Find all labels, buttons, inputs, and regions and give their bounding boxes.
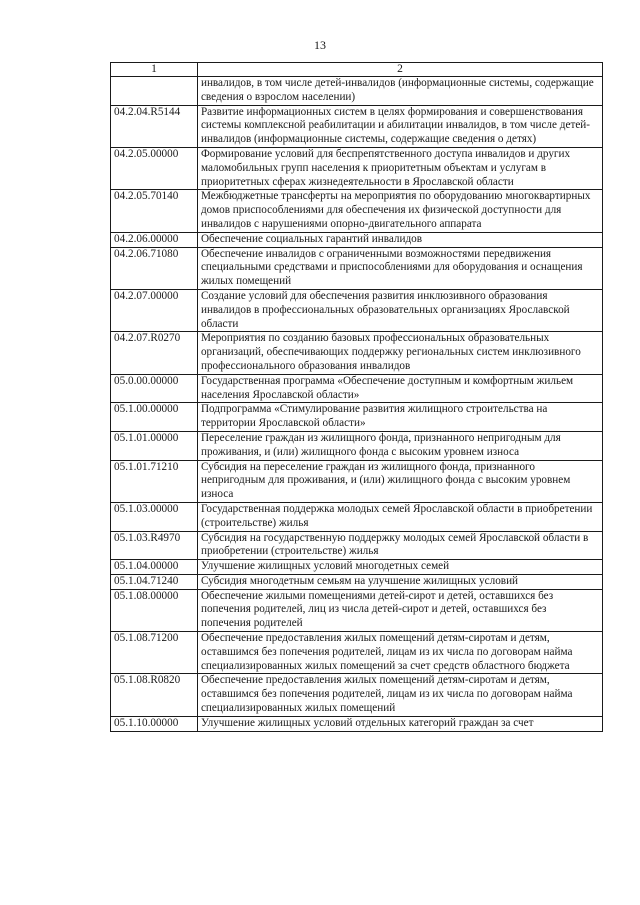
row-code-cell: 05.0.00.00000 xyxy=(111,374,198,403)
table-row xyxy=(111,77,603,106)
row-code-cell: 05.1.03.R4970 xyxy=(111,531,198,560)
row-code-cell: 05.1.08.R0820 xyxy=(111,674,198,716)
table-row xyxy=(111,431,603,460)
table-row xyxy=(111,247,603,289)
row-description-cell: Обеспечение предоставления жилых помещений детям-сиротам и детям, оставшимся без попечения родителей, лицам из их числа по договорам найма специализированных жилых помещений за счет средств областного бюджета xyxy=(197,632,602,674)
table-row xyxy=(111,232,603,247)
row-description-cell: Подпрограмма «Стимулирование развития жилищного строительства на территории Ярославской области» xyxy=(197,403,602,432)
table-row xyxy=(111,403,603,432)
row-description-cell: Субсидия на государственную поддержку молодых семей Ярославской области в приобретении (строительстве) жилья xyxy=(197,531,602,560)
row-description-cell: Обеспечение инвалидов с ограниченными возможностями передвижения специальными средствами и приспособлениями для оборудования и оснащения жилых помещений xyxy=(197,247,602,289)
table-row xyxy=(111,574,603,589)
row-description-cell: Мероприятия по созданию базовых профессиональных образовательных организаций, обеспечивающих поддержку региональных систем инклюзивного профессионального образования инвалидов xyxy=(197,332,602,374)
row-code-cell: 04.2.05.70140 xyxy=(111,190,198,232)
table-row xyxy=(111,289,603,331)
row-code-cell: 05.1.04.00000 xyxy=(111,560,198,575)
row-description-cell: Переселение граждан из жилищного фонда, признанного непригодным для проживания, и (или) жилищного фонда с высоким уровнем износа xyxy=(197,431,602,460)
table-row xyxy=(111,147,603,189)
row-code-cell xyxy=(111,77,198,106)
row-description-cell: Улучшение жилищных условий отдельных категорий граждан за счет xyxy=(197,716,602,731)
budget-classification-table xyxy=(110,62,603,732)
row-code-cell: 05.1.01.00000 xyxy=(111,431,198,460)
table-row xyxy=(111,674,603,716)
column-header-name: 2 xyxy=(197,63,602,77)
table-row xyxy=(111,105,603,147)
table-header-row xyxy=(111,63,603,77)
row-description-cell: Обеспечение предоставления жилых помещений детям-сиротам и детям, оставшимся без попечения родителей, лицам из их числа по договорам найма специализированных жилых помещений xyxy=(197,674,602,716)
row-description-cell: Субсидия на переселение граждан из жилищного фонда, признанного непригодным для проживания, и (или) жилищного фонда с высоким уровнем износа xyxy=(197,460,602,502)
table-row xyxy=(111,531,603,560)
page-number: 13 xyxy=(314,38,326,52)
row-description-cell: Государственная программа «Обеспечение доступным и комфортным жильем населения Ярославской области» xyxy=(197,374,602,403)
table-row xyxy=(111,589,603,631)
row-code-cell: 04.2.06.00000 xyxy=(111,232,198,247)
table-row xyxy=(111,716,603,731)
row-code-cell: 05.1.03.00000 xyxy=(111,502,198,531)
row-code-cell: 05.1.08.00000 xyxy=(111,589,198,631)
table-row xyxy=(111,632,603,674)
row-code-cell: 05.1.01.71210 xyxy=(111,460,198,502)
row-description-cell: Обеспечение социальных гарантий инвалидов xyxy=(197,232,602,247)
row-description-cell: Создание условий для обеспечения развития инклюзивного образования инвалидов в профессиональных образовательных организациях Ярославской области xyxy=(197,289,602,331)
row-description-cell: инвалидов, в том числе детей-инвалидов (информационные системы, содержащие сведения о взрослом населении) xyxy=(197,77,602,106)
table-row xyxy=(111,332,603,374)
table-row xyxy=(111,190,603,232)
table-row xyxy=(111,374,603,403)
row-description-cell: Улучшение жилищных условий многодетных семей xyxy=(197,560,602,575)
row-code-cell: 05.1.08.71200 xyxy=(111,632,198,674)
row-description-cell: Обеспечение жилыми помещениями детей-сирот и детей, оставшихся без попечения родителей, лиц из числа детей-сирот и детей, оставшихся без попечения родителей xyxy=(197,589,602,631)
row-code-cell: 04.2.07.00000 xyxy=(111,289,198,331)
column-header-code: 1 xyxy=(111,63,198,77)
row-code-cell: 04.2.06.71080 xyxy=(111,247,198,289)
row-code-cell: 04.2.05.00000 xyxy=(111,147,198,189)
row-code-cell: 05.1.04.71240 xyxy=(111,574,198,589)
row-description-cell: Формирование условий для беспрепятственного доступа инвалидов и других маломобильных групп населения к приоритетным объектам и услугам в приоритетных сферах жизнедеятельности в Ярославской области xyxy=(197,147,602,189)
row-code-cell: 04.2.07.R0270 xyxy=(111,332,198,374)
row-code-cell: 05.1.10.00000 xyxy=(111,716,198,731)
row-code-cell: 05.1.00.00000 xyxy=(111,403,198,432)
table-row xyxy=(111,502,603,531)
row-description-cell: Развитие информационных систем в целях формирования и совершенствования системы комплексной реабилитации и абилитации инвалидов, в том числе детей-инвалидов (информационные системы, содержащие сведения о детях) xyxy=(197,105,602,147)
row-description-cell: Субсидия многодетным семьям на улучшение жилищных условий xyxy=(197,574,602,589)
table-row xyxy=(111,560,603,575)
row-description-cell: Государственная поддержка молодых семей Ярославской области в приобретении (строительстве) жилья xyxy=(197,502,602,531)
table-row xyxy=(111,460,603,502)
row-description-cell: Межбюджетные трансферты на мероприятия по оборудованию многоквартирных домов приспособлениями для обеспечения их физической доступности для инвалидов с нарушениями опорно-двигательного аппарата xyxy=(197,190,602,232)
row-code-cell: 04.2.04.R5144 xyxy=(111,105,198,147)
